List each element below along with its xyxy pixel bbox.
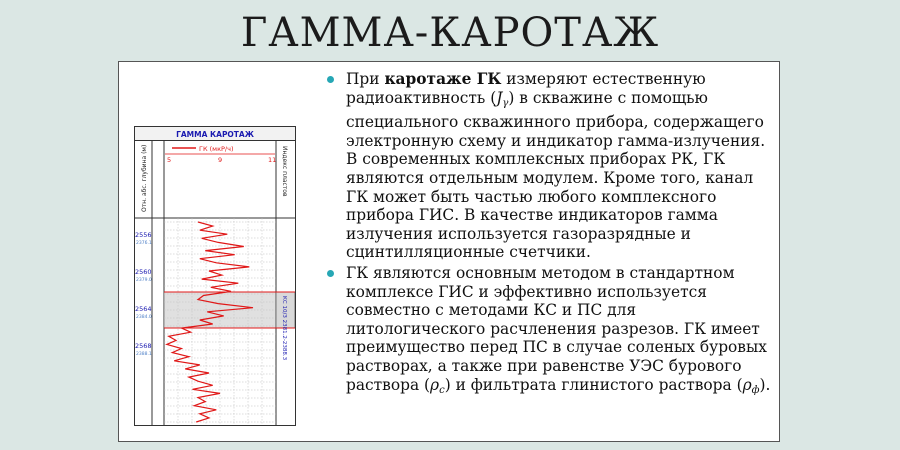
depth-label: 2560 bbox=[135, 268, 152, 276]
bullet-dot-icon bbox=[327, 76, 334, 83]
scale-mid: 9 bbox=[218, 156, 223, 164]
bullet-dot-icon bbox=[327, 270, 334, 277]
abs-depth-label: 2384.0 bbox=[136, 315, 152, 320]
index-column-label: Индекс пластов bbox=[281, 146, 288, 197]
abs-depth-label: 2376.1 bbox=[136, 241, 152, 246]
depth-label: 2556 bbox=[135, 231, 152, 239]
bullet-item: ГК являются основным методом в стандартном комплексе ГИС и эффективно используется совместно с методами КС и ПС для литологического расчленения разрезов. ГК имеет преимущество перед ПС в случае соленых буровых растворах, а также при равенстве УЭС бурового раствора $(\rho_c)$ и фильтрата глинистого раствора $(\rho_ф)$. bbox=[324, 264, 779, 400]
abs-depth-label: 2379.0 bbox=[136, 278, 152, 283]
content-panel bbox=[118, 61, 780, 442]
figure-header: ГАММА КАРОТАЖ bbox=[176, 130, 254, 139]
scale-min: 5 bbox=[167, 156, 172, 164]
curve-legend: ГК (мкР/ч) bbox=[199, 145, 234, 153]
gamma-log-figure bbox=[134, 126, 296, 426]
layer-label: КС 10/3 2381.2-2388.3 bbox=[281, 296, 287, 361]
scale-max: 11 bbox=[268, 156, 277, 164]
depth-label: 2568 bbox=[135, 342, 152, 350]
depth-column-label: Отн. абс. глубина (м) bbox=[141, 144, 148, 212]
reservoir-interval bbox=[164, 292, 276, 328]
slide-title: ГАММА-КАРОТАЖ bbox=[240, 10, 660, 56]
bullet-list bbox=[324, 70, 779, 400]
depth-label: 2564 bbox=[135, 305, 152, 313]
abs-depth-label: 2388.1 bbox=[136, 352, 152, 357]
bullet-item: При каротаже ГК измеряют естественную радиоактивность $(J_\gamma)$ в скважине с помощью специального скважинного прибора, содержащего электронную схему и индикатор гамма-излучения. В современных комплексных приборах РК, ГК являются отдельным модулем. Кроме того, канал ГК может быть частью любого комплексного прибора ГИС. В качестве индикаторов гамма излучения используется газоразрядные и сцинтилляционные счетчики. bbox=[324, 70, 779, 262]
